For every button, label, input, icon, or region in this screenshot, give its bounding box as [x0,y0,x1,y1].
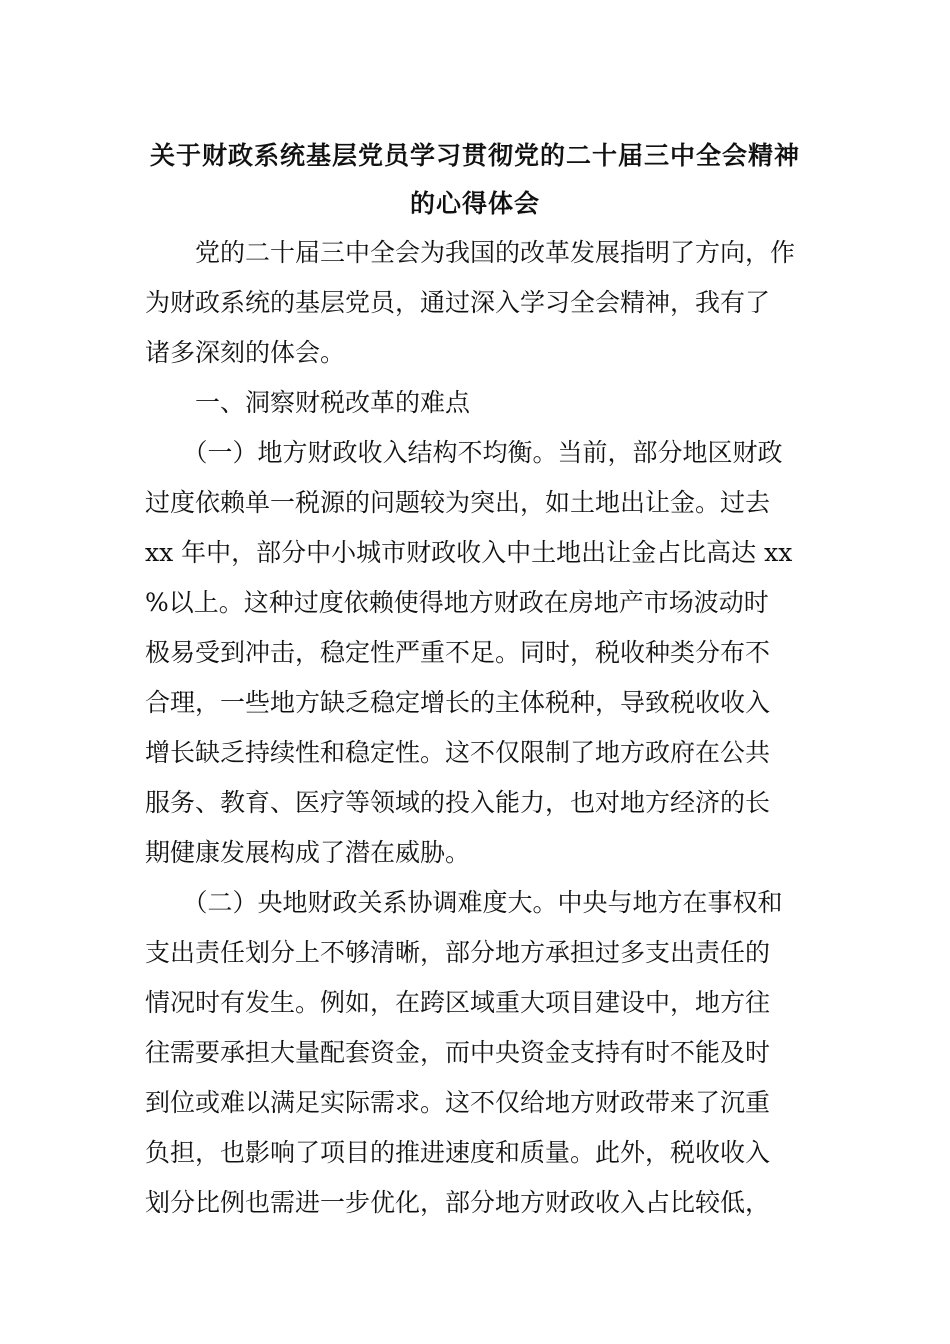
document-title-line-2: 的心得体会 [409,189,540,218]
text-line: 情况时有发生。例如，在跨区域重大项目建设中，地方往 [145,988,771,1017]
text-line: 划分比例也需进一步优化，部分地方财政收入占比较低， [145,1188,771,1217]
text-line: 诸多深刻的体会。 [145,338,346,367]
text-line: 极易受到冲击，稳定性严重不足。同时，税收种类分布不 [145,638,771,667]
text-line: 过度依赖单一税源的问题较为突出，如土地出让金。过去 [145,488,771,517]
text-line: （一）地方财政收入结构不均衡。当前，部分地区财政 [145,438,783,467]
section-heading: 一、洞察财税改革的难点 [145,388,471,417]
text-line: 往需要承担大量配套资金，而中央资金支持有时不能及时 [145,1038,771,1067]
text-line: 期健康发展构成了潜在威胁。 [145,838,471,867]
document-title-line-1: 关于财政系统基层党员学习贯彻党的二十届三中全会精神 [149,141,800,170]
text-line: 合理，一些地方缺乏稳定增长的主体税种，导致税收收入 [145,688,771,717]
text-line: xx 年中，部分中小城市财政收入中土地出让金占比高达 xx [145,538,793,567]
text-line: 增长缺乏持续性和稳定性。这不仅限制了地方政府在公共 [145,738,771,767]
text-line: 党的二十届三中全会为我国的改革发展指明了方向，作 [145,238,796,267]
text-line: （二）央地财政关系协调难度大。中央与地方在事权和 [145,888,783,917]
text-line: 支出责任划分上不够清晰，部分地方承担过多支出责任的 [145,938,771,967]
text-line: %以上。这种过度依赖使得地方财政在房地产市场波动时 [145,588,769,617]
text-line: 到位或难以满足实际需求。这不仅给地方财政带来了沉重 [145,1088,771,1117]
text-line: 服务、教育、医疗等领域的投入能力，也对地方经济的长 [145,788,771,817]
text-line: 为财政系统的基层党员，通过深入学习全会精神，我有了 [145,288,771,317]
text-line: 负担，也影响了项目的推进速度和质量。此外，税收收入 [145,1138,771,1167]
